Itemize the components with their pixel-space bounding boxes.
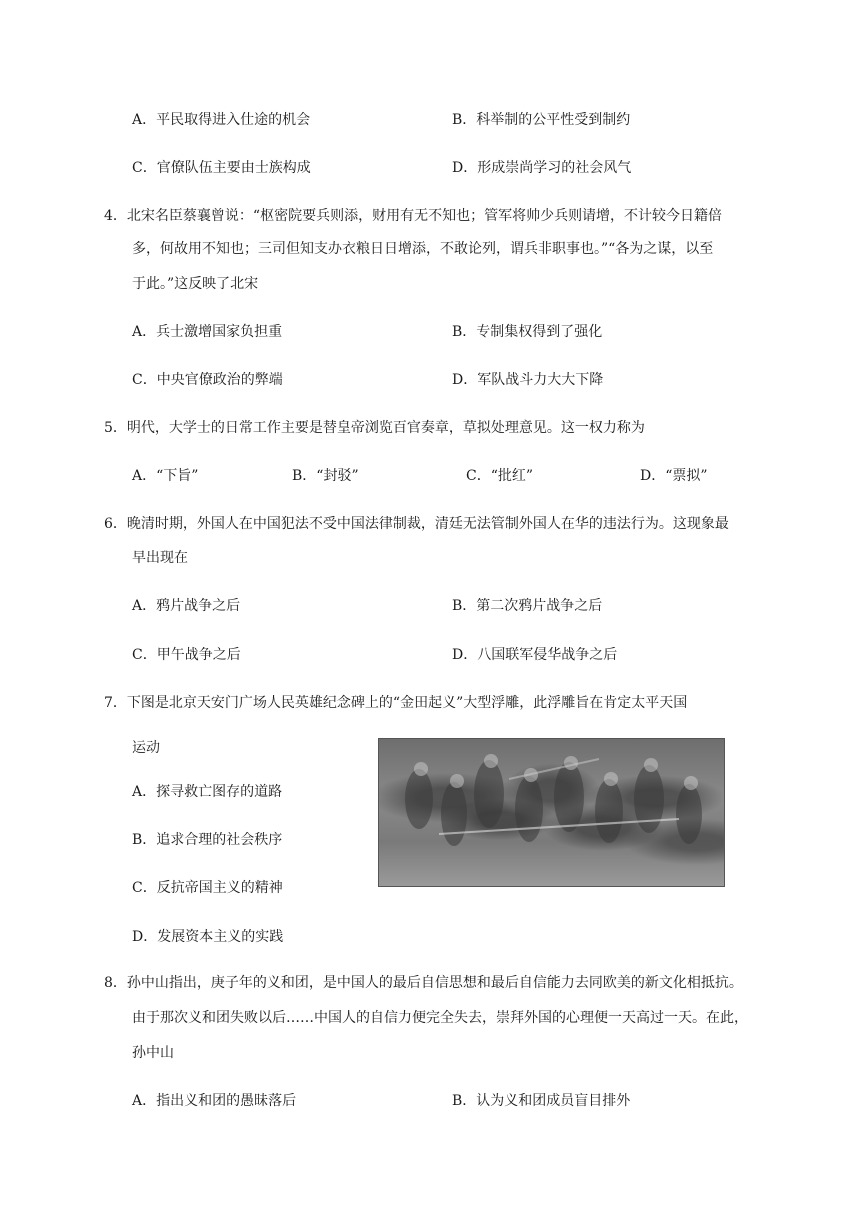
q4-stem-line2: 多，何故用不知也；三司但知支办衣粮日日增添，不敢论列，谓兵非职事也。”“各为之谋，以至	[132, 241, 714, 257]
relief-figures-drawing	[379, 739, 724, 886]
q5-option-b: B．“封驳”	[292, 468, 359, 484]
q3-option-c: C．官僚队伍主要由士族构成	[132, 160, 311, 176]
q4-option-b: B．专制集权得到了强化	[452, 324, 603, 340]
q8-stem-line2: 由于那次义和团失败以后……中国人的自信力便完全失去，崇拜外国的心理便一天高过一天。在此，	[132, 1010, 748, 1026]
q5-stem: 5．明代，大学士的日常工作主要是替皇帝浏览百官奏章，草拟处理意见。这一权力称为	[104, 420, 645, 436]
q4-stem-line1: 4．北宋名臣蔡襄曾说：“枢密院要兵则添，财用有无不知也；管军将帅少兵则请增，不计较今日籍倍	[104, 208, 723, 224]
relief-sculpture-image	[378, 738, 725, 887]
q4-option-c: C．中央官僚政治的弊端	[132, 372, 283, 388]
q6-option-d: D．八国联军侵华战争之后	[452, 647, 618, 663]
q6-option-c: C．甲午战争之后	[132, 647, 241, 663]
q6-option-a: A．鸦片战争之后	[132, 598, 241, 614]
q3-option-a: A．平民取得进入仕途的机会	[132, 112, 311, 128]
q5-option-d: D．“票拟”	[640, 468, 708, 484]
q5-option-a: A．“下旨”	[132, 468, 199, 484]
q7-stem-line2: 运动	[132, 740, 160, 756]
q5-option-c: C．“批红”	[466, 468, 534, 484]
q7-option-a: A．探寻救亡图存的道路	[132, 784, 283, 800]
q8-stem-line1: 8．孙中山指出，庚子年的义和团，是中国人的最后自信思想和最后自信能力去同欧美的新文化相抵抗。	[104, 975, 743, 991]
q7-option-b: B．追求合理的社会秩序	[132, 832, 283, 848]
q6-stem-line1: 6．晚清时期，外国人在中国犯法不受中国法律制裁，清廷无法管制外国人在华的违法行为。这现象最	[104, 516, 729, 532]
q3-option-d: D．形成崇尚学习的社会风气	[452, 160, 632, 176]
q6-option-b: B．第二次鸦片战争之后	[452, 598, 603, 614]
q7-option-d: D．发展资本主义的实践	[132, 929, 284, 945]
q4-option-a: A．兵士激增国家负担重	[132, 324, 283, 340]
q8-option-a: A．指出义和团的愚昧落后	[132, 1093, 297, 1109]
q3-option-b: B．科举制的公平性受到制约	[452, 112, 631, 128]
q8-stem-line3: 孙中山	[132, 1045, 174, 1061]
q8-option-b: B．认为义和团成员盲目排外	[452, 1093, 631, 1109]
q7-stem-line1: 7．下图是北京天安门广场人民英雄纪念碑上的“金田起义”大型浮雕，此浮雕旨在肯定太平天国	[104, 695, 688, 711]
q4-stem-line3: 于此。”这反映了北宋	[132, 276, 259, 292]
q4-option-d: D．军队战斗力大大下降	[452, 372, 604, 388]
q6-stem-line2: 早出现在	[132, 550, 188, 566]
q7-option-c: C．反抗帝国主义的精神	[132, 880, 283, 896]
